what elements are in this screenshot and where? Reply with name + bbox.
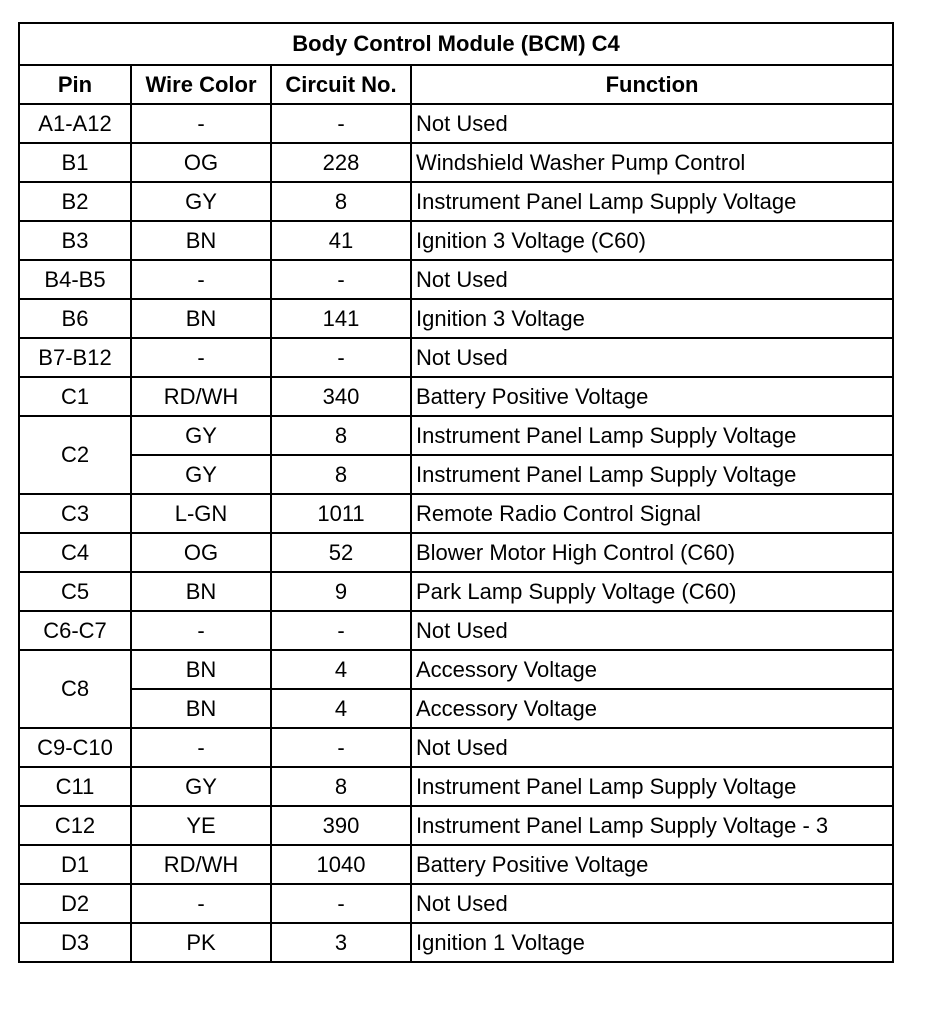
table-row xyxy=(19,377,893,416)
circuit-cell: - xyxy=(271,260,411,299)
pin-cell: A1-A12 xyxy=(19,104,131,143)
wire-color-cell: BN xyxy=(131,299,271,338)
circuit-cell: 9 xyxy=(271,572,411,611)
wire-color-cell: BN xyxy=(131,221,271,260)
table-row xyxy=(19,884,893,923)
table-row xyxy=(19,923,893,962)
wire-color-cell: RD/WH xyxy=(131,845,271,884)
pin-cell: B3 xyxy=(19,221,131,260)
pin-cell: B4-B5 xyxy=(19,260,131,299)
function-cell: Not Used xyxy=(411,884,893,923)
wire-color-cell: OG xyxy=(131,533,271,572)
header-pin: Pin xyxy=(19,65,131,104)
pin-cell: D1 xyxy=(19,845,131,884)
circuit-cell: 390 xyxy=(271,806,411,845)
pin-cell: D2 xyxy=(19,884,131,923)
wire-color-cell: L-GN xyxy=(131,494,271,533)
circuit-cell: 8 xyxy=(271,455,411,494)
function-cell: Blower Motor High Control (C60) xyxy=(411,533,893,572)
wire-color-cell: - xyxy=(131,338,271,377)
function-cell: Instrument Panel Lamp Supply Voltage - 3 xyxy=(411,806,893,845)
function-cell: Instrument Panel Lamp Supply Voltage xyxy=(411,767,893,806)
circuit-cell: 141 xyxy=(271,299,411,338)
wire-color-cell: - xyxy=(131,611,271,650)
circuit-cell: 8 xyxy=(271,182,411,221)
circuit-cell: 4 xyxy=(271,650,411,689)
table-row xyxy=(19,572,893,611)
pin-cell: B6 xyxy=(19,299,131,338)
pin-cell: C11 xyxy=(19,767,131,806)
circuit-cell: 4 xyxy=(271,689,411,728)
circuit-cell: 1040 xyxy=(271,845,411,884)
pin-cell: C9-C10 xyxy=(19,728,131,767)
circuit-cell: - xyxy=(271,611,411,650)
table-row xyxy=(19,338,893,377)
table-row xyxy=(19,416,893,455)
circuit-cell: 228 xyxy=(271,143,411,182)
function-cell: Instrument Panel Lamp Supply Voltage xyxy=(411,416,893,455)
function-cell: Remote Radio Control Signal xyxy=(411,494,893,533)
circuit-cell: 41 xyxy=(271,221,411,260)
function-cell: Not Used xyxy=(411,260,893,299)
circuit-cell: - xyxy=(271,884,411,923)
table-row xyxy=(19,650,893,689)
function-cell: Battery Positive Voltage xyxy=(411,845,893,884)
function-cell: Not Used xyxy=(411,104,893,143)
table-row xyxy=(19,143,893,182)
wire-color-cell: - xyxy=(131,884,271,923)
circuit-cell: 8 xyxy=(271,416,411,455)
table-row xyxy=(19,806,893,845)
table-row xyxy=(19,494,893,533)
pin-cell: C3 xyxy=(19,494,131,533)
function-cell: Ignition 1 Voltage xyxy=(411,923,893,962)
circuit-cell: 52 xyxy=(271,533,411,572)
table-row xyxy=(19,845,893,884)
table-row xyxy=(19,767,893,806)
pin-cell: C12 xyxy=(19,806,131,845)
wire-color-cell: RD/WH xyxy=(131,377,271,416)
title-row xyxy=(19,23,893,65)
pin-cell: B1 xyxy=(19,143,131,182)
table-title: Body Control Module (BCM) C4 xyxy=(19,23,893,65)
function-cell: Instrument Panel Lamp Supply Voltage xyxy=(411,455,893,494)
function-cell: Not Used xyxy=(411,338,893,377)
wire-color-cell: YE xyxy=(131,806,271,845)
function-cell: Battery Positive Voltage xyxy=(411,377,893,416)
circuit-cell: - xyxy=(271,338,411,377)
table-row xyxy=(19,728,893,767)
table-row xyxy=(19,260,893,299)
function-cell: Ignition 3 Voltage (C60) xyxy=(411,221,893,260)
pin-cell: C6-C7 xyxy=(19,611,131,650)
function-cell: Windshield Washer Pump Control xyxy=(411,143,893,182)
circuit-cell: - xyxy=(271,104,411,143)
wire-color-cell: PK xyxy=(131,923,271,962)
table-row xyxy=(19,689,893,728)
table-row xyxy=(19,455,893,494)
table-row xyxy=(19,182,893,221)
table-row xyxy=(19,299,893,338)
function-cell: Not Used xyxy=(411,728,893,767)
function-cell: Accessory Voltage xyxy=(411,650,893,689)
circuit-cell: 1011 xyxy=(271,494,411,533)
wire-color-cell: - xyxy=(131,728,271,767)
wire-color-cell: GY xyxy=(131,455,271,494)
pin-cell: B2 xyxy=(19,182,131,221)
wire-color-cell: GY xyxy=(131,767,271,806)
table-row xyxy=(19,221,893,260)
function-cell: Park Lamp Supply Voltage (C60) xyxy=(411,572,893,611)
function-cell: Not Used xyxy=(411,611,893,650)
wire-color-cell: OG xyxy=(131,143,271,182)
circuit-cell: 3 xyxy=(271,923,411,962)
pin-cell: C2 xyxy=(19,416,131,494)
wire-color-cell: BN xyxy=(131,572,271,611)
table-row xyxy=(19,611,893,650)
pin-cell: D3 xyxy=(19,923,131,962)
wire-color-cell: GY xyxy=(131,416,271,455)
pin-cell: C5 xyxy=(19,572,131,611)
circuit-cell: - xyxy=(271,728,411,767)
function-cell: Accessory Voltage xyxy=(411,689,893,728)
function-cell: Ignition 3 Voltage xyxy=(411,299,893,338)
header-wire-color: Wire Color xyxy=(131,65,271,104)
wire-color-cell: - xyxy=(131,260,271,299)
header-circuit-no: Circuit No. xyxy=(271,65,411,104)
wire-color-cell: - xyxy=(131,104,271,143)
wire-color-cell: BN xyxy=(131,650,271,689)
circuit-cell: 8 xyxy=(271,767,411,806)
pin-cell: C1 xyxy=(19,377,131,416)
pin-cell: C4 xyxy=(19,533,131,572)
function-cell: Instrument Panel Lamp Supply Voltage xyxy=(411,182,893,221)
table-row xyxy=(19,533,893,572)
pin-cell: B7-B12 xyxy=(19,338,131,377)
header-function: Function xyxy=(411,65,893,104)
header-row xyxy=(19,65,893,104)
circuit-cell: 340 xyxy=(271,377,411,416)
bcm-c4-pinout-table xyxy=(18,22,894,963)
wire-color-cell: BN xyxy=(131,689,271,728)
pin-cell: C8 xyxy=(19,650,131,728)
wire-color-cell: GY xyxy=(131,182,271,221)
table-row xyxy=(19,104,893,143)
